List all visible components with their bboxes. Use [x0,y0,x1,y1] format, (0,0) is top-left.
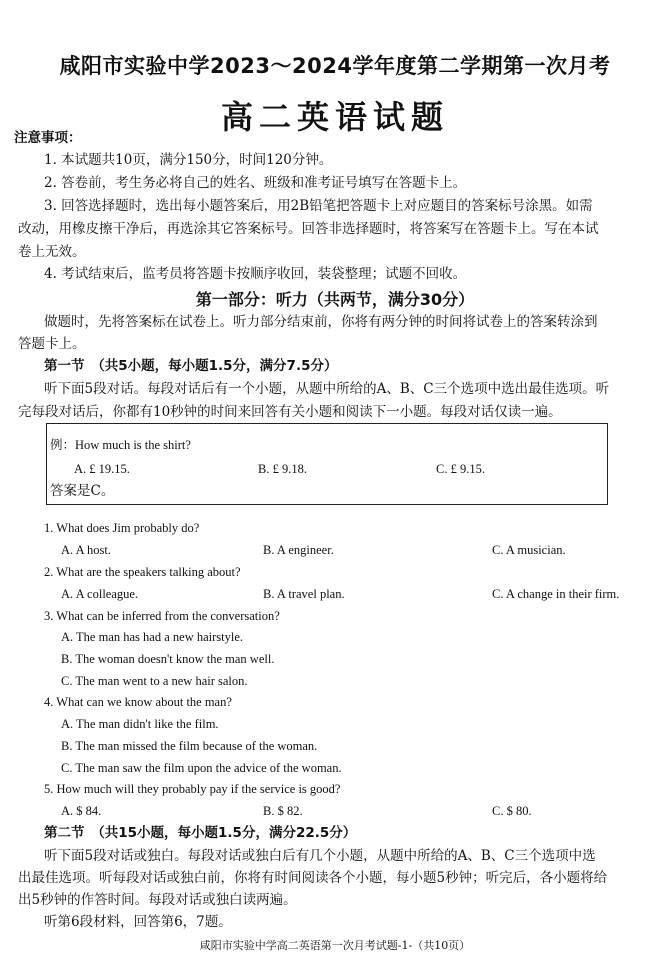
example-question: 例：How much is the shirt? [50,438,191,452]
q3-option-c: C. The man went to a new hair salon. [61,674,248,688]
q4-option-a: A. The man didn't like the film. [61,717,219,731]
notice-line: 卷上无效。 [18,244,86,260]
notice-line: 改动，用橡皮擦干净后，再选涂其它答案标号。回答非选择题时，将答案写在答题卡上。写在本试 [18,221,599,237]
notice-line: 1. 本试题共10页，满分150分，时间120分钟。 [44,152,333,168]
q1-option-a: A. A host. [61,543,112,557]
exam-title: 咸阳市实验中学2023～2024学年度第二学期第一次月考 [59,54,611,78]
section2-line: 听第6段材料，回答第6，7题。 [44,914,232,930]
section2-line: 出最佳选项。听每段对话或独白前，你将有时间阅读各个小题，每小题5秒钟；听完后，各小题将给 [18,870,608,886]
notice-heading: 注意事项： [14,130,82,146]
question-1: 1. What does Jim probably do? [44,521,200,535]
section2-heading: 第二节 （共15小题，每小题1.5分，满分22.5分） [44,825,357,841]
page-footer: 咸阳市实验中学高二英语第一次月考试题-1-（共10页） [199,939,471,952]
part1-heading: 第一部分：听力（共两节，满分30分） [195,290,475,309]
q1-option-c: C. A musician. [492,543,566,557]
q3-option-a: A. The man has had a new hairstyle. [61,630,244,644]
q4-option-b: B. The man missed the film because of the woman. [61,739,318,753]
question-3: 3. What can be inferred from the conversation? [44,609,280,623]
question-4: 4. What can we know about the man? [44,695,232,709]
example-answer: 答案是C。 [50,483,115,499]
part1-intro-line: 答题卡上。 [18,336,86,352]
q5-option-b: B. $ 82. [263,804,303,818]
exam-subtitle: 高二英语试题 [220,98,449,136]
section1-line: 完每段对话后，你都有10秒钟的时间来回答有关小题和阅读下一小题。每段对话仅读一遍。 [18,404,562,420]
question-5: 5. How much will they probably pay if the service is good? [44,782,341,796]
section2-line: 出5秒钟的作答时间。每段对话或独白读两遍。 [18,892,297,908]
example-option-a: A. £ 19.15. [74,462,130,476]
example-option-c: C. £ 9.15. [436,462,485,476]
q5-option-c: C. $ 80. [492,804,532,818]
notice-line: 3. 回答选择题时，选出每小题答案后，用2B铅笔把答题卡上对应题目的答案标号涂黑。如需 [44,198,593,214]
part1-intro-line: 做题时，先将答案标在试卷上。听力部分结束前，你将有两分钟的时间将试卷上的答案转涂到 [44,314,598,330]
q2-option-a: A. A colleague. [61,587,139,601]
notice-line: 2. 答卷前，考生务必将自己的姓名、班级和准考证号填写在答题卡上。 [44,175,467,191]
example-option-b: B. £ 9.18. [258,462,307,476]
question-2: 2. What are the speakers talking about? [44,565,241,579]
notice-line: 4. 考试结束后，监考员将答题卡按顺序收回，装袋整理；试题不回收。 [44,266,467,282]
q1-option-b: B. A engineer. [263,543,334,557]
q4-option-c: C. The man saw the film upon the advice of the woman. [61,761,342,775]
q5-option-a: A. $ 84. [61,804,102,818]
q2-option-c: C. A change in their firm. [492,587,620,601]
section2-line: 听下面5段对话或独白。每段对话或独白后有几个小题，从题中所给的A、B、C三个选项中选 [44,848,596,864]
q2-option-b: B. A travel plan. [263,587,345,601]
section1-line: 听下面5段对话。每段对话后有一个小题，从题中所给的A、B、C三个选项中选出最佳选项。听 [44,381,610,397]
section1-heading: 第一节 （共5小题，每小题1.5分，满分7.5分） [44,358,338,374]
q3-option-b: B. The woman doesn't know the man well. [61,652,275,666]
